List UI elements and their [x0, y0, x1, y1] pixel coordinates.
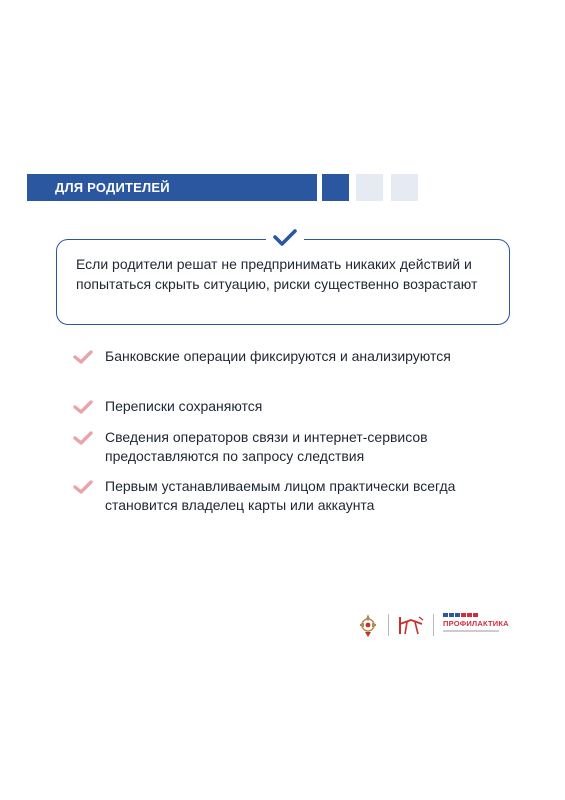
- list-item: [73, 428, 513, 466]
- list-item: [73, 477, 513, 515]
- list-item: [73, 397, 513, 416]
- banner-square-dark: [322, 174, 349, 201]
- list-item: [73, 347, 513, 366]
- banner-square-light: [356, 174, 383, 201]
- footer-divider: [433, 614, 434, 636]
- checkmark-icon: [266, 226, 304, 250]
- brand-squares: [443, 613, 523, 617]
- footer-divider: [388, 614, 389, 636]
- brand-name: ПРОФИЛАКТИКА: [443, 619, 509, 628]
- callout-text: Если родители решат не предпринимать никаких действий и попытаться скрыть ситуацию, риски существенно возрастают: [76, 256, 478, 292]
- section-title: ДЛЯ РОДИТЕЛЕЙ: [55, 180, 170, 195]
- list-item-text: Переписки сохраняются: [105, 398, 263, 414]
- checkmark-icon: [73, 431, 93, 445]
- brand-subline: [443, 630, 499, 632]
- banner-square-light: [391, 174, 418, 201]
- checkmark-icon: [73, 400, 93, 414]
- brand-logo: [443, 613, 523, 639]
- checkmark-icon: [73, 350, 93, 364]
- logo-mark-icon: [397, 614, 425, 636]
- list-item-text: Банковские операции фиксируются и анализируются: [105, 348, 451, 364]
- emblem-icon: [357, 612, 379, 638]
- list-item-text: Первым устанавливаемым лицом практически всегда становится владелец карты или аккаунта: [105, 478, 456, 513]
- checkmark-icon: [73, 480, 93, 494]
- list-item-text: Сведения операторов связи и интернет-сервисов предоставляются по запросу следствия: [105, 429, 428, 464]
